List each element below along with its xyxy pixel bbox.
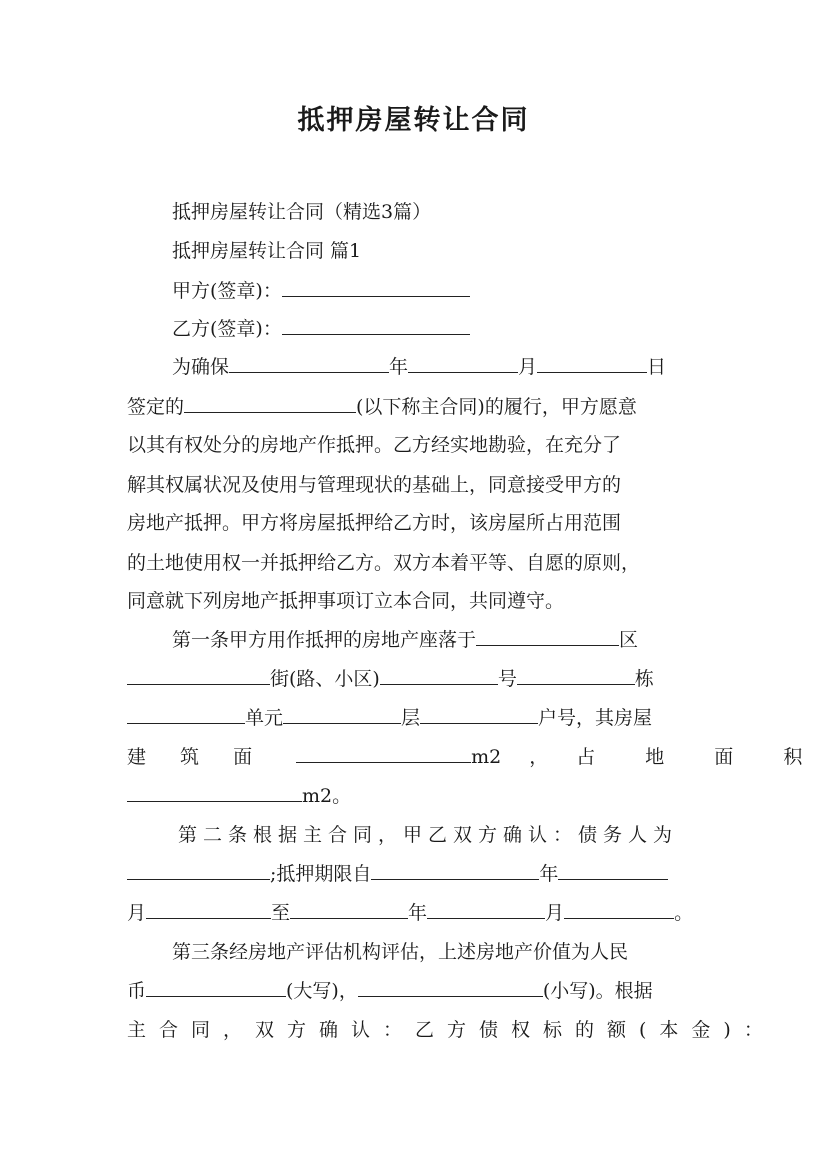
term-end-year-blank[interactable] xyxy=(427,900,545,919)
text-segment: 单元 xyxy=(245,707,284,729)
text-segment: ;抵押期限自 xyxy=(270,863,372,885)
contract-blank[interactable] xyxy=(184,394,356,413)
street-blank[interactable] xyxy=(127,666,270,685)
text-segment: m2 xyxy=(471,746,502,768)
party-b-label: 乙方(签章)： xyxy=(172,318,282,340)
document-title: 抵押房屋转让合同 xyxy=(297,105,530,136)
art3-line2 xyxy=(127,978,702,1004)
text-segment: 区 xyxy=(619,629,639,651)
text-segment: 年 xyxy=(539,863,559,885)
art2-line2 xyxy=(127,861,702,887)
text-segment: 占 地 面 积 xyxy=(576,746,825,768)
unit-blank[interactable] xyxy=(127,705,245,724)
party-b-line xyxy=(172,316,470,342)
art1-line2 xyxy=(127,666,702,692)
text-segment: 年 xyxy=(408,902,428,924)
date-blank[interactable] xyxy=(229,354,389,373)
month-blank[interactable] xyxy=(537,354,647,373)
text-segment: 月 xyxy=(127,902,147,924)
art1-line4 xyxy=(127,744,825,770)
art1-line1 xyxy=(172,627,638,653)
para1-line4: 解其权属状况及使用与管理现状的基础上，同意接受甲方的 xyxy=(127,474,622,496)
room-blank[interactable] xyxy=(420,705,538,724)
subtitle: 抵押房屋转让合同（精选3篇） xyxy=(172,201,432,223)
art3-line3: 主合同，双方确认：乙方债权标的额(本金)： xyxy=(127,1019,776,1041)
text-segment: ， xyxy=(529,746,549,768)
text-segment: (以下称主合同)的履行，甲方愿意 xyxy=(356,396,637,418)
text-segment: 至 xyxy=(271,902,291,924)
text-segment: 签定的 xyxy=(127,396,185,418)
term-end-month-blank[interactable] xyxy=(564,900,674,919)
text-segment: 为确保 xyxy=(172,356,230,378)
para1-line2 xyxy=(127,394,702,420)
debtor-blank[interactable] xyxy=(127,861,270,880)
para1-line6: 的土地使用权一并抵押给乙方。双方本着平等、自愿的原则， xyxy=(127,552,641,574)
text-segment: 街(路、小区) xyxy=(270,668,380,690)
para1-line7: 同意就下列房地产抵押事项订立本合同，共同遵守。 xyxy=(127,590,565,612)
year-blank[interactable] xyxy=(408,354,518,373)
value-upper-blank[interactable] xyxy=(146,978,286,997)
number-blank[interactable] xyxy=(380,666,498,685)
art1-line5 xyxy=(127,783,702,809)
text-segment: 。 xyxy=(674,902,694,924)
text-segment: 层 xyxy=(401,707,421,729)
text-segment: (大写)， xyxy=(286,980,358,1002)
para1-line5: 房地产抵押。甲方将房屋抵押给乙方时，该房屋所占用范围 xyxy=(127,512,622,534)
term-year-blank[interactable] xyxy=(558,861,668,880)
art2-line3 xyxy=(127,900,702,926)
text-segment: 月 xyxy=(545,902,565,924)
part-heading: 抵押房屋转让合同 篇1 xyxy=(172,240,362,262)
text-segment: 币 xyxy=(127,980,147,1002)
party-a-label: 甲方(签章)： xyxy=(172,280,282,302)
text-segment: 月 xyxy=(518,356,538,378)
floor-blank[interactable] xyxy=(283,705,401,724)
land-area-blank[interactable] xyxy=(127,783,302,802)
text-segment: 建 筑 面 xyxy=(127,746,267,768)
text-segment: 号 xyxy=(497,668,517,690)
party-b-signature-blank[interactable] xyxy=(282,316,470,335)
art3-line1: 第三条经房地产评估机构评估，上述房地产价值为人民 xyxy=(172,941,629,963)
text-segment: 栋 xyxy=(634,668,654,690)
district-blank[interactable] xyxy=(476,627,619,646)
party-a-signature-blank[interactable] xyxy=(282,278,470,297)
para1-line3: 以其有权处分的房地产作抵押。乙方经实地勘验，在充分了 xyxy=(127,434,622,456)
art2-line1: 第二条根据主合同，甲乙双方确认：债务人为 xyxy=(178,824,679,846)
value-lower-blank[interactable] xyxy=(358,978,543,997)
party-a-line xyxy=(172,278,470,304)
art1-line3 xyxy=(127,705,702,731)
para1-line1 xyxy=(172,354,666,380)
text-segment: 第一条甲方用作抵押的房地产座落于 xyxy=(172,629,477,651)
text-segment: 日 xyxy=(647,356,667,378)
text-segment: m2。 xyxy=(302,785,352,807)
term-end-blank[interactable] xyxy=(290,900,408,919)
term-month-blank[interactable] xyxy=(146,900,271,919)
floor-area-blank[interactable] xyxy=(296,744,471,763)
term-start-blank[interactable] xyxy=(371,861,539,880)
text-segment: (小写)。根据 xyxy=(542,980,653,1002)
text-segment: 户号，其房屋 xyxy=(538,707,653,729)
building-blank[interactable] xyxy=(517,666,635,685)
text-segment: 年 xyxy=(389,356,409,378)
